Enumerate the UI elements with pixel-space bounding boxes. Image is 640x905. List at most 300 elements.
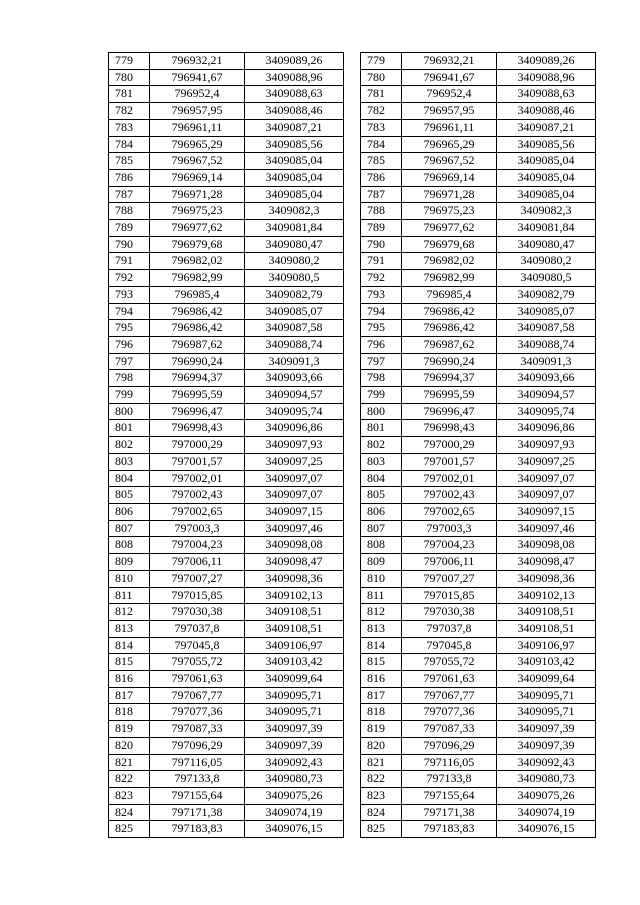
table-row [109,437,344,454]
point-number: 808 [109,537,150,554]
table-row [361,169,596,186]
point-number: 814 [109,637,150,654]
x-coordinate: 797037,8 [402,620,497,637]
point-number: 802 [109,437,150,454]
y-coordinate: 3409082,3 [245,203,344,220]
y-coordinate: 3409080,73 [245,771,344,788]
x-coordinate: 796986,42 [150,303,245,320]
table-row [361,303,596,320]
y-coordinate: 3409075,26 [245,787,344,804]
table-row [361,804,596,821]
x-coordinate: 796998,43 [402,420,497,437]
x-coordinate: 796975,23 [150,203,245,220]
point-number: 821 [361,754,402,771]
point-number: 793 [361,286,402,303]
y-coordinate: 3409097,93 [245,437,344,454]
y-coordinate: 3409089,26 [497,53,596,70]
x-coordinate: 796977,62 [150,220,245,237]
point-number: 784 [361,136,402,153]
table-row [361,671,596,688]
x-coordinate: 797045,8 [402,637,497,654]
table-row [361,587,596,604]
table-row [361,654,596,671]
point-number: 806 [361,503,402,520]
point-number: 818 [109,704,150,721]
point-number: 822 [361,771,402,788]
table-row [361,103,596,120]
point-number: 804 [361,470,402,487]
y-coordinate: 3409074,19 [497,804,596,821]
x-coordinate: 797007,27 [402,570,497,587]
table-row [109,671,344,688]
table-row [361,253,596,270]
point-number: 807 [109,520,150,537]
x-coordinate: 797055,72 [150,654,245,671]
y-coordinate: 3409080,5 [245,270,344,287]
y-coordinate: 3409097,39 [245,737,344,754]
table-row [109,503,344,520]
point-number: 792 [109,270,150,287]
y-coordinate: 3409095,74 [245,403,344,420]
table-row [109,169,344,186]
x-coordinate: 797002,43 [150,487,245,504]
x-coordinate: 797004,23 [402,537,497,554]
coordinate-table-left [108,52,344,838]
y-coordinate: 3409097,07 [497,487,596,504]
x-coordinate: 796941,67 [150,69,245,86]
table-row [109,654,344,671]
y-coordinate: 3409093,66 [245,370,344,387]
y-coordinate: 3409108,51 [497,620,596,637]
point-number: 813 [361,620,402,637]
y-coordinate: 3409076,15 [497,821,596,838]
y-coordinate: 3409080,73 [497,771,596,788]
point-number: 820 [361,737,402,754]
x-coordinate: 797001,57 [402,453,497,470]
x-coordinate: 797002,65 [150,503,245,520]
x-coordinate: 797002,01 [402,470,497,487]
table-row [109,554,344,571]
x-coordinate: 796965,29 [150,136,245,153]
x-coordinate: 796941,67 [402,69,497,86]
x-coordinate: 796977,62 [402,220,497,237]
y-coordinate: 3409092,43 [497,754,596,771]
x-coordinate: 797087,33 [402,721,497,738]
x-coordinate: 796979,68 [402,236,497,253]
x-coordinate: 797171,38 [402,804,497,821]
y-coordinate: 3409095,71 [497,687,596,704]
y-coordinate: 3409098,08 [497,537,596,554]
y-coordinate: 3409094,57 [497,387,596,404]
table-row [361,687,596,704]
x-coordinate: 796969,14 [402,169,497,186]
point-number: 820 [109,737,150,754]
table-row [361,787,596,804]
y-coordinate: 3409098,08 [245,537,344,554]
x-coordinate: 796957,95 [150,103,245,120]
point-number: 825 [361,821,402,838]
point-number: 808 [361,537,402,554]
table-row [109,787,344,804]
table-row [109,420,344,437]
table-row [109,721,344,738]
y-coordinate: 3409097,39 [245,721,344,738]
table-row [109,687,344,704]
point-number: 779 [109,53,150,70]
x-coordinate: 796982,99 [150,270,245,287]
table-row [109,403,344,420]
table-row [361,119,596,136]
point-number: 811 [109,587,150,604]
x-coordinate: 797133,8 [402,771,497,788]
y-coordinate: 3409091,3 [245,353,344,370]
table-row [361,320,596,337]
y-coordinate: 3409088,46 [497,103,596,120]
point-number: 791 [361,253,402,270]
y-coordinate: 3409096,86 [245,420,344,437]
point-number: 790 [109,236,150,253]
x-coordinate: 796990,24 [402,353,497,370]
point-number: 818 [361,704,402,721]
point-number: 806 [109,503,150,520]
y-coordinate: 3409099,64 [245,671,344,688]
x-coordinate: 796982,02 [150,253,245,270]
x-coordinate: 797037,8 [150,620,245,637]
y-coordinate: 3409085,04 [497,169,596,186]
table-row [361,503,596,520]
x-coordinate: 797000,29 [402,437,497,454]
point-number: 796 [109,336,150,353]
y-coordinate: 3409097,46 [245,520,344,537]
point-number: 805 [361,487,402,504]
point-number: 805 [109,487,150,504]
table-row [109,53,344,70]
x-coordinate: 797171,38 [150,804,245,821]
point-number: 785 [109,153,150,170]
point-number: 809 [361,554,402,571]
y-coordinate: 3409080,2 [497,253,596,270]
point-number: 817 [361,687,402,704]
x-coordinate: 796990,24 [150,353,245,370]
x-coordinate: 797096,29 [402,737,497,754]
table-row [109,604,344,621]
point-number: 807 [361,520,402,537]
y-coordinate: 3409108,51 [497,604,596,621]
table-row [361,554,596,571]
y-coordinate: 3409102,13 [497,587,596,604]
y-coordinate: 3409080,2 [245,253,344,270]
table-row [361,370,596,387]
x-coordinate: 796967,52 [150,153,245,170]
x-coordinate: 796952,4 [402,86,497,103]
table-row [109,771,344,788]
x-coordinate: 797006,11 [402,554,497,571]
point-number: 809 [109,554,150,571]
point-number: 815 [109,654,150,671]
point-number: 779 [361,53,402,70]
y-coordinate: 3409096,86 [497,420,596,437]
table-row [109,620,344,637]
y-coordinate: 3409088,74 [245,336,344,353]
point-number: 789 [361,220,402,237]
point-number: 783 [361,119,402,136]
y-coordinate: 3409102,13 [245,587,344,604]
point-number: 785 [361,153,402,170]
table-row [109,220,344,237]
point-number: 798 [109,370,150,387]
point-number: 799 [109,387,150,404]
table-row [361,136,596,153]
table-row [109,136,344,153]
point-number: 817 [109,687,150,704]
table-row [361,737,596,754]
table-row [361,604,596,621]
y-coordinate: 3409088,63 [245,86,344,103]
point-number: 819 [361,721,402,738]
x-coordinate: 796985,4 [402,286,497,303]
table-row [361,270,596,287]
y-coordinate: 3409097,15 [245,503,344,520]
point-number: 787 [361,186,402,203]
y-coordinate: 3409097,39 [497,721,596,738]
x-coordinate: 796982,02 [402,253,497,270]
x-coordinate: 796952,4 [150,86,245,103]
point-number: 786 [361,169,402,186]
point-number: 800 [109,403,150,420]
point-number: 795 [109,320,150,337]
y-coordinate: 3409089,26 [245,53,344,70]
x-coordinate: 797015,85 [402,587,497,604]
point-number: 788 [361,203,402,220]
y-coordinate: 3409108,51 [245,604,344,621]
y-coordinate: 3409092,43 [245,754,344,771]
table-row [109,520,344,537]
x-coordinate: 797116,05 [150,754,245,771]
y-coordinate: 3409098,36 [245,570,344,587]
table-row [109,153,344,170]
y-coordinate: 3409085,07 [497,303,596,320]
y-coordinate: 3409080,47 [245,236,344,253]
x-coordinate: 796979,68 [150,236,245,253]
x-coordinate: 797155,64 [402,787,497,804]
table-row [361,721,596,738]
x-coordinate: 797067,77 [402,687,497,704]
y-coordinate: 3409095,71 [245,704,344,721]
y-coordinate: 3409097,39 [497,737,596,754]
table-row [109,236,344,253]
table-row [109,86,344,103]
table-row [361,620,596,637]
table-row [361,53,596,70]
y-coordinate: 3409088,63 [497,86,596,103]
table-row [361,821,596,838]
x-coordinate: 796995,59 [150,387,245,404]
table-row [361,470,596,487]
point-number: 783 [109,119,150,136]
x-coordinate: 797030,38 [150,604,245,621]
x-coordinate: 796996,47 [402,403,497,420]
point-number: 823 [361,787,402,804]
x-coordinate: 797077,36 [402,704,497,721]
table-row [361,420,596,437]
y-coordinate: 3409081,84 [497,220,596,237]
y-coordinate: 3409098,47 [245,554,344,571]
point-number: 797 [361,353,402,370]
point-number: 787 [109,186,150,203]
y-coordinate: 3409075,26 [497,787,596,804]
point-number: 816 [361,671,402,688]
point-number: 799 [361,387,402,404]
table-row [109,821,344,838]
point-number: 803 [109,453,150,470]
y-coordinate: 3409095,74 [497,403,596,420]
x-coordinate: 796986,42 [402,303,497,320]
x-coordinate: 797007,27 [150,570,245,587]
y-coordinate: 3409087,21 [245,119,344,136]
y-coordinate: 3409095,71 [497,704,596,721]
x-coordinate: 796932,21 [402,53,497,70]
table-row [361,220,596,237]
point-number: 813 [109,620,150,637]
table-row [109,754,344,771]
x-coordinate: 796987,62 [150,336,245,353]
table-row [109,387,344,404]
point-number: 789 [109,220,150,237]
table-row [109,69,344,86]
coordinate-table-right [360,52,596,838]
point-number: 788 [109,203,150,220]
table-row [361,153,596,170]
y-coordinate: 3409082,3 [497,203,596,220]
table-row [109,587,344,604]
point-number: 823 [109,787,150,804]
point-number: 811 [361,587,402,604]
point-number: 819 [109,721,150,738]
table-row [361,403,596,420]
point-number: 822 [109,771,150,788]
y-coordinate: 3409087,21 [497,119,596,136]
table-row [361,353,596,370]
x-coordinate: 797002,01 [150,470,245,487]
y-coordinate: 3409088,96 [497,69,596,86]
x-coordinate: 797002,43 [402,487,497,504]
table-row [361,203,596,220]
table-row [361,286,596,303]
y-coordinate: 3409085,04 [245,153,344,170]
point-number: 780 [109,69,150,86]
table-row [109,119,344,136]
x-coordinate: 796982,99 [402,270,497,287]
y-coordinate: 3409099,64 [497,671,596,688]
x-coordinate: 796998,43 [150,420,245,437]
point-number: 791 [109,253,150,270]
table-row [361,236,596,253]
y-coordinate: 3409085,07 [245,303,344,320]
point-number: 782 [109,103,150,120]
x-coordinate: 797055,72 [402,654,497,671]
x-coordinate: 797061,63 [402,671,497,688]
y-coordinate: 3409076,15 [245,821,344,838]
point-number: 784 [109,136,150,153]
x-coordinate: 797006,11 [150,554,245,571]
table-row [361,186,596,203]
x-coordinate: 796961,11 [402,119,497,136]
x-coordinate: 797096,29 [150,737,245,754]
y-coordinate: 3409088,74 [497,336,596,353]
y-coordinate: 3409074,19 [245,804,344,821]
y-coordinate: 3409097,25 [245,453,344,470]
point-number: 810 [109,570,150,587]
table-row [361,387,596,404]
y-coordinate: 3409097,07 [497,470,596,487]
table-row [109,253,344,270]
x-coordinate: 797067,77 [150,687,245,704]
point-number: 812 [361,604,402,621]
table-row [361,487,596,504]
point-number: 794 [361,303,402,320]
y-coordinate: 3409097,46 [497,520,596,537]
table-row [109,487,344,504]
x-coordinate: 797015,85 [150,587,245,604]
y-coordinate: 3409091,3 [497,353,596,370]
table-row [109,704,344,721]
y-coordinate: 3409088,96 [245,69,344,86]
x-coordinate: 796986,42 [150,320,245,337]
table-row [109,353,344,370]
y-coordinate: 3409094,57 [245,387,344,404]
x-coordinate: 796985,4 [150,286,245,303]
x-coordinate: 797045,8 [150,637,245,654]
x-coordinate: 797183,83 [402,821,497,838]
x-coordinate: 796932,21 [150,53,245,70]
y-coordinate: 3409097,93 [497,437,596,454]
table-row [361,336,596,353]
x-coordinate: 797061,63 [150,671,245,688]
y-coordinate: 3409087,58 [497,320,596,337]
x-coordinate: 796995,59 [402,387,497,404]
point-number: 815 [361,654,402,671]
table-row [361,86,596,103]
point-number: 824 [361,804,402,821]
table-row [361,704,596,721]
y-coordinate: 3409103,42 [497,654,596,671]
table-row [109,737,344,754]
y-coordinate: 3409097,07 [245,470,344,487]
point-number: 780 [361,69,402,86]
x-coordinate: 797133,8 [150,771,245,788]
y-coordinate: 3409085,04 [245,169,344,186]
table-row [109,537,344,554]
x-coordinate: 796957,95 [402,103,497,120]
table-row [361,771,596,788]
y-coordinate: 3409085,56 [497,136,596,153]
y-coordinate: 3409085,04 [497,153,596,170]
x-coordinate: 797002,65 [402,503,497,520]
table-row [109,570,344,587]
point-number: 810 [361,570,402,587]
x-coordinate: 797077,36 [150,704,245,721]
table-row [109,470,344,487]
x-coordinate: 797116,05 [402,754,497,771]
x-coordinate: 796971,28 [402,186,497,203]
y-coordinate: 3409080,47 [497,236,596,253]
table-row [109,286,344,303]
y-coordinate: 3409082,79 [245,286,344,303]
point-number: 814 [361,637,402,654]
table-row [361,437,596,454]
point-number: 798 [361,370,402,387]
point-number: 797 [109,353,150,370]
